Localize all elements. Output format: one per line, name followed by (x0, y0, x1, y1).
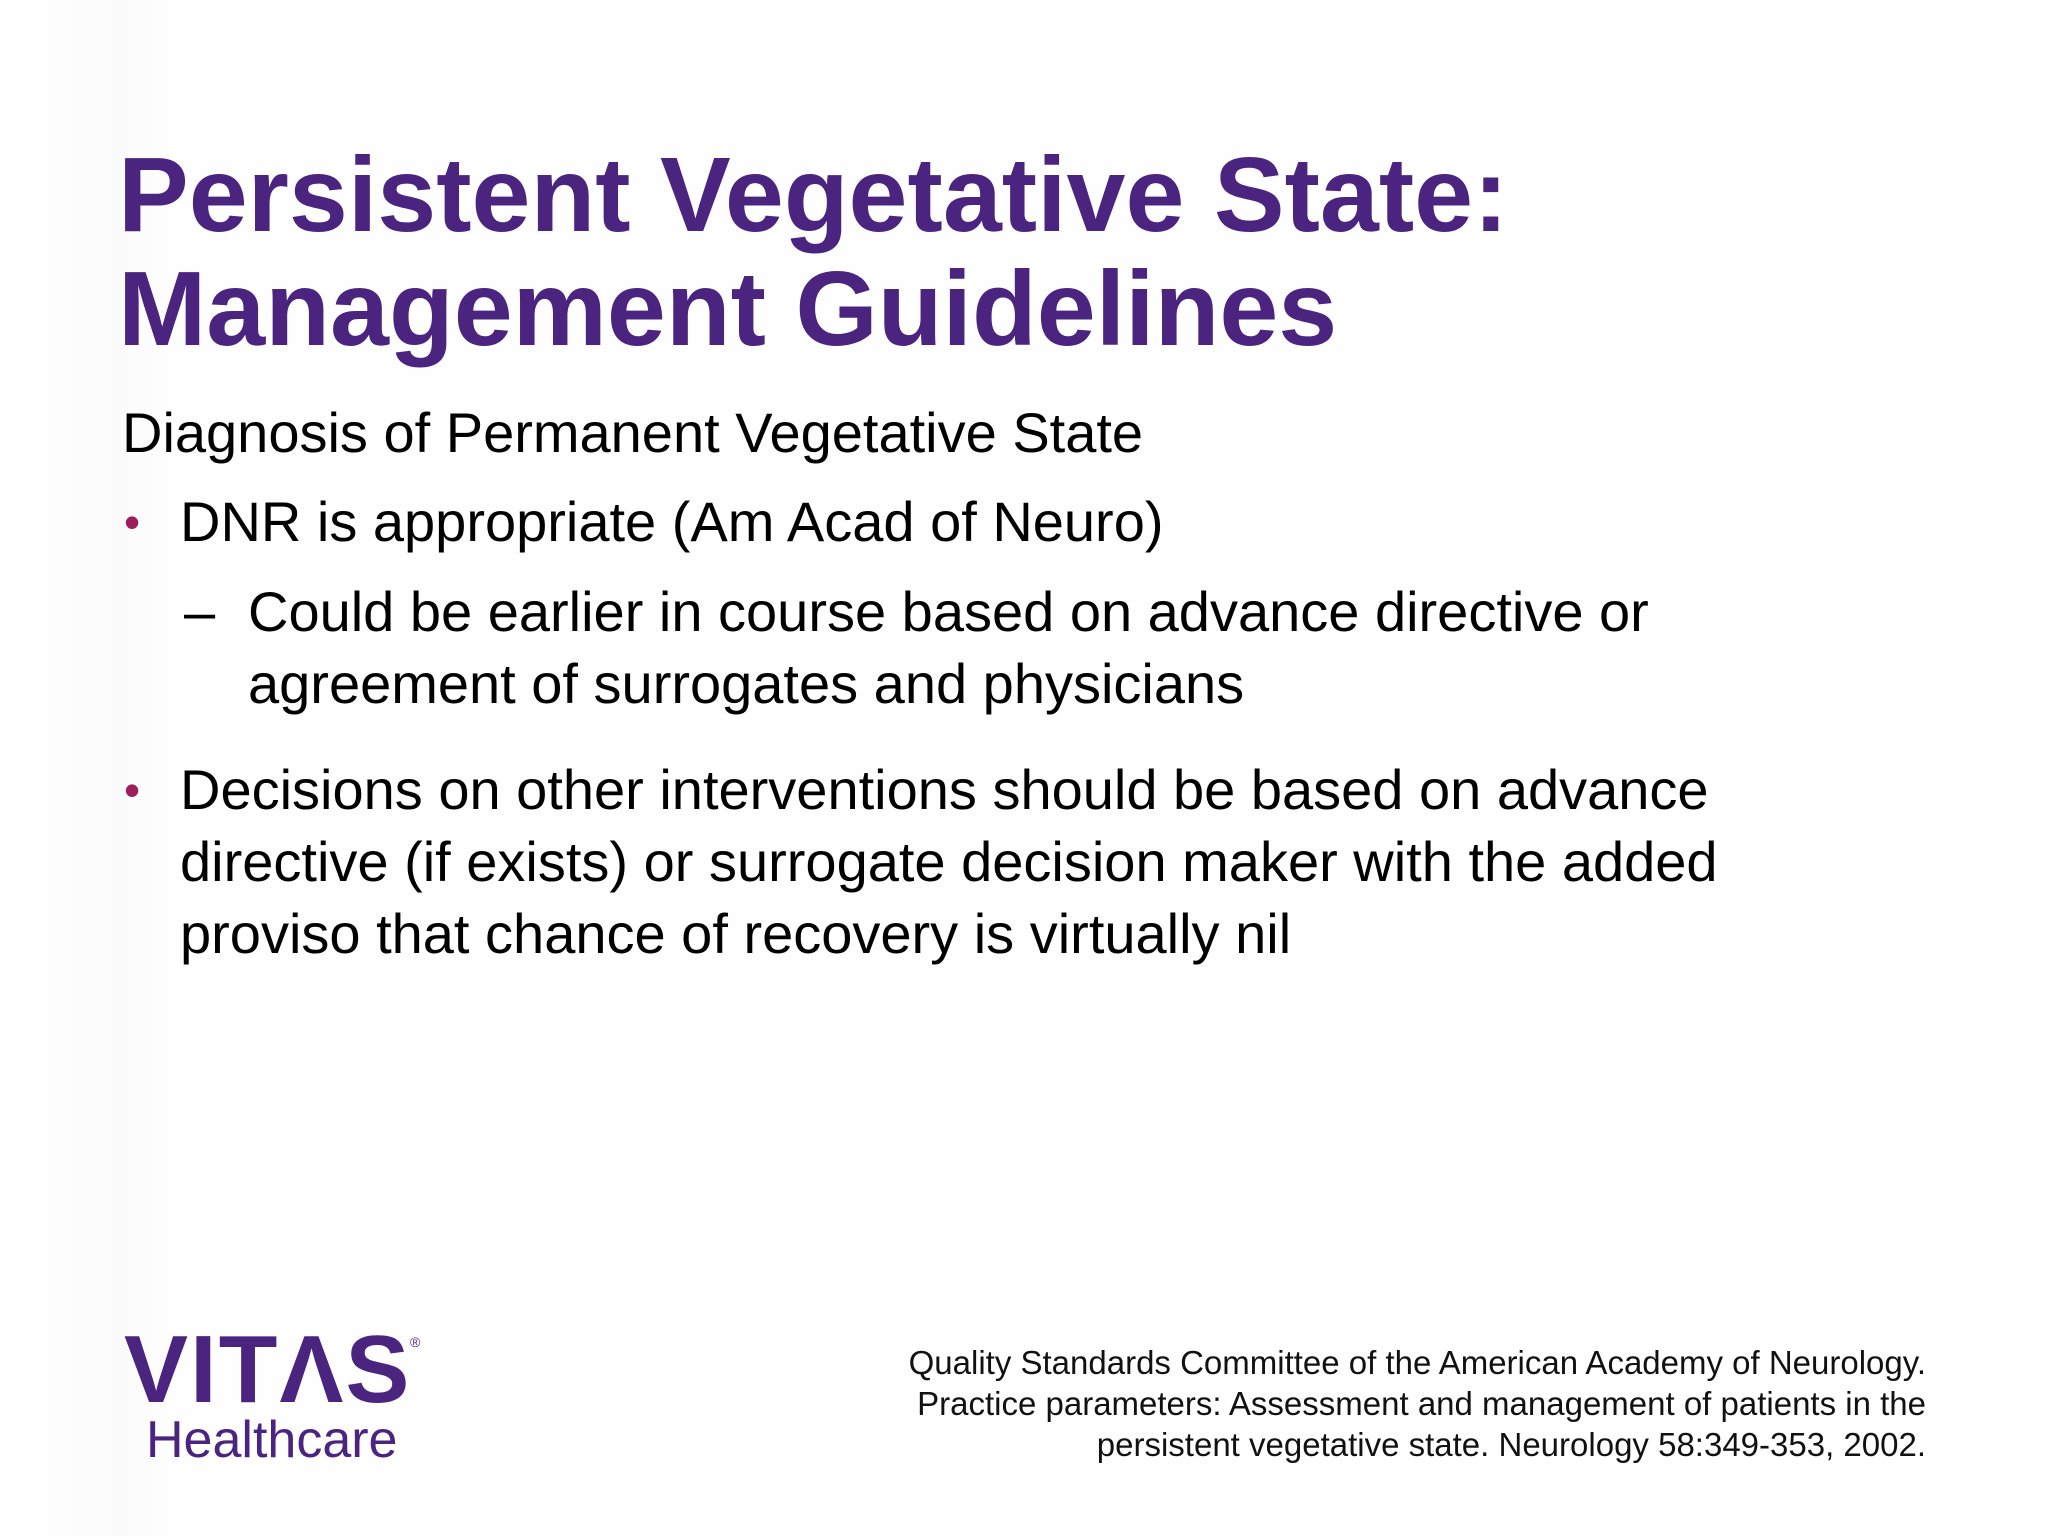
sub-bullet-line: agreement of surrogates and physicians (248, 652, 1245, 715)
dash-icon: – (184, 580, 216, 643)
sub-bullet-line: Could be earlier in course based on advance directive or (248, 580, 1649, 643)
citation (726, 1342, 1926, 1465)
logo-subtitle: Healthcare (146, 1411, 398, 1469)
sub-bullet-text (248, 576, 1649, 720)
citation-line: Practice parameters: Assessment and management of patients in the (917, 1385, 1926, 1422)
bullet-line: directive (if exists) or surrogate decision maker with the added (180, 830, 1718, 893)
bullet-dot-icon: • (124, 764, 141, 816)
citation-line: persistent vegetative state. Neurology 58:349-353, 2002. (1096, 1426, 1926, 1463)
title-line-2: Management Guidelines (118, 250, 1338, 368)
citation-line: Quality Standards Committee of the American Academy of Neurology. (908, 1344, 1926, 1381)
title-line-1: Persistent Vegetative State: (118, 136, 1509, 254)
bullet-text: DNR is appropriate (Am Acad of Neuro) (180, 490, 1164, 553)
registered-mark: ® (410, 1334, 421, 1350)
slide-title (118, 138, 1508, 366)
logo-wordmark: VITΛS (124, 1316, 412, 1423)
vitas-logo (124, 1316, 424, 1470)
bullet-line: Decisions on other interventions should be based on advance (180, 758, 1709, 821)
subheading: Diagnosis of Permanent Vegetative State (122, 401, 1144, 464)
bullet-dot-icon: • (124, 496, 141, 548)
bullet-line: proviso that chance of recovery is virtually nil (180, 902, 1292, 965)
bullet-text (180, 754, 1718, 970)
